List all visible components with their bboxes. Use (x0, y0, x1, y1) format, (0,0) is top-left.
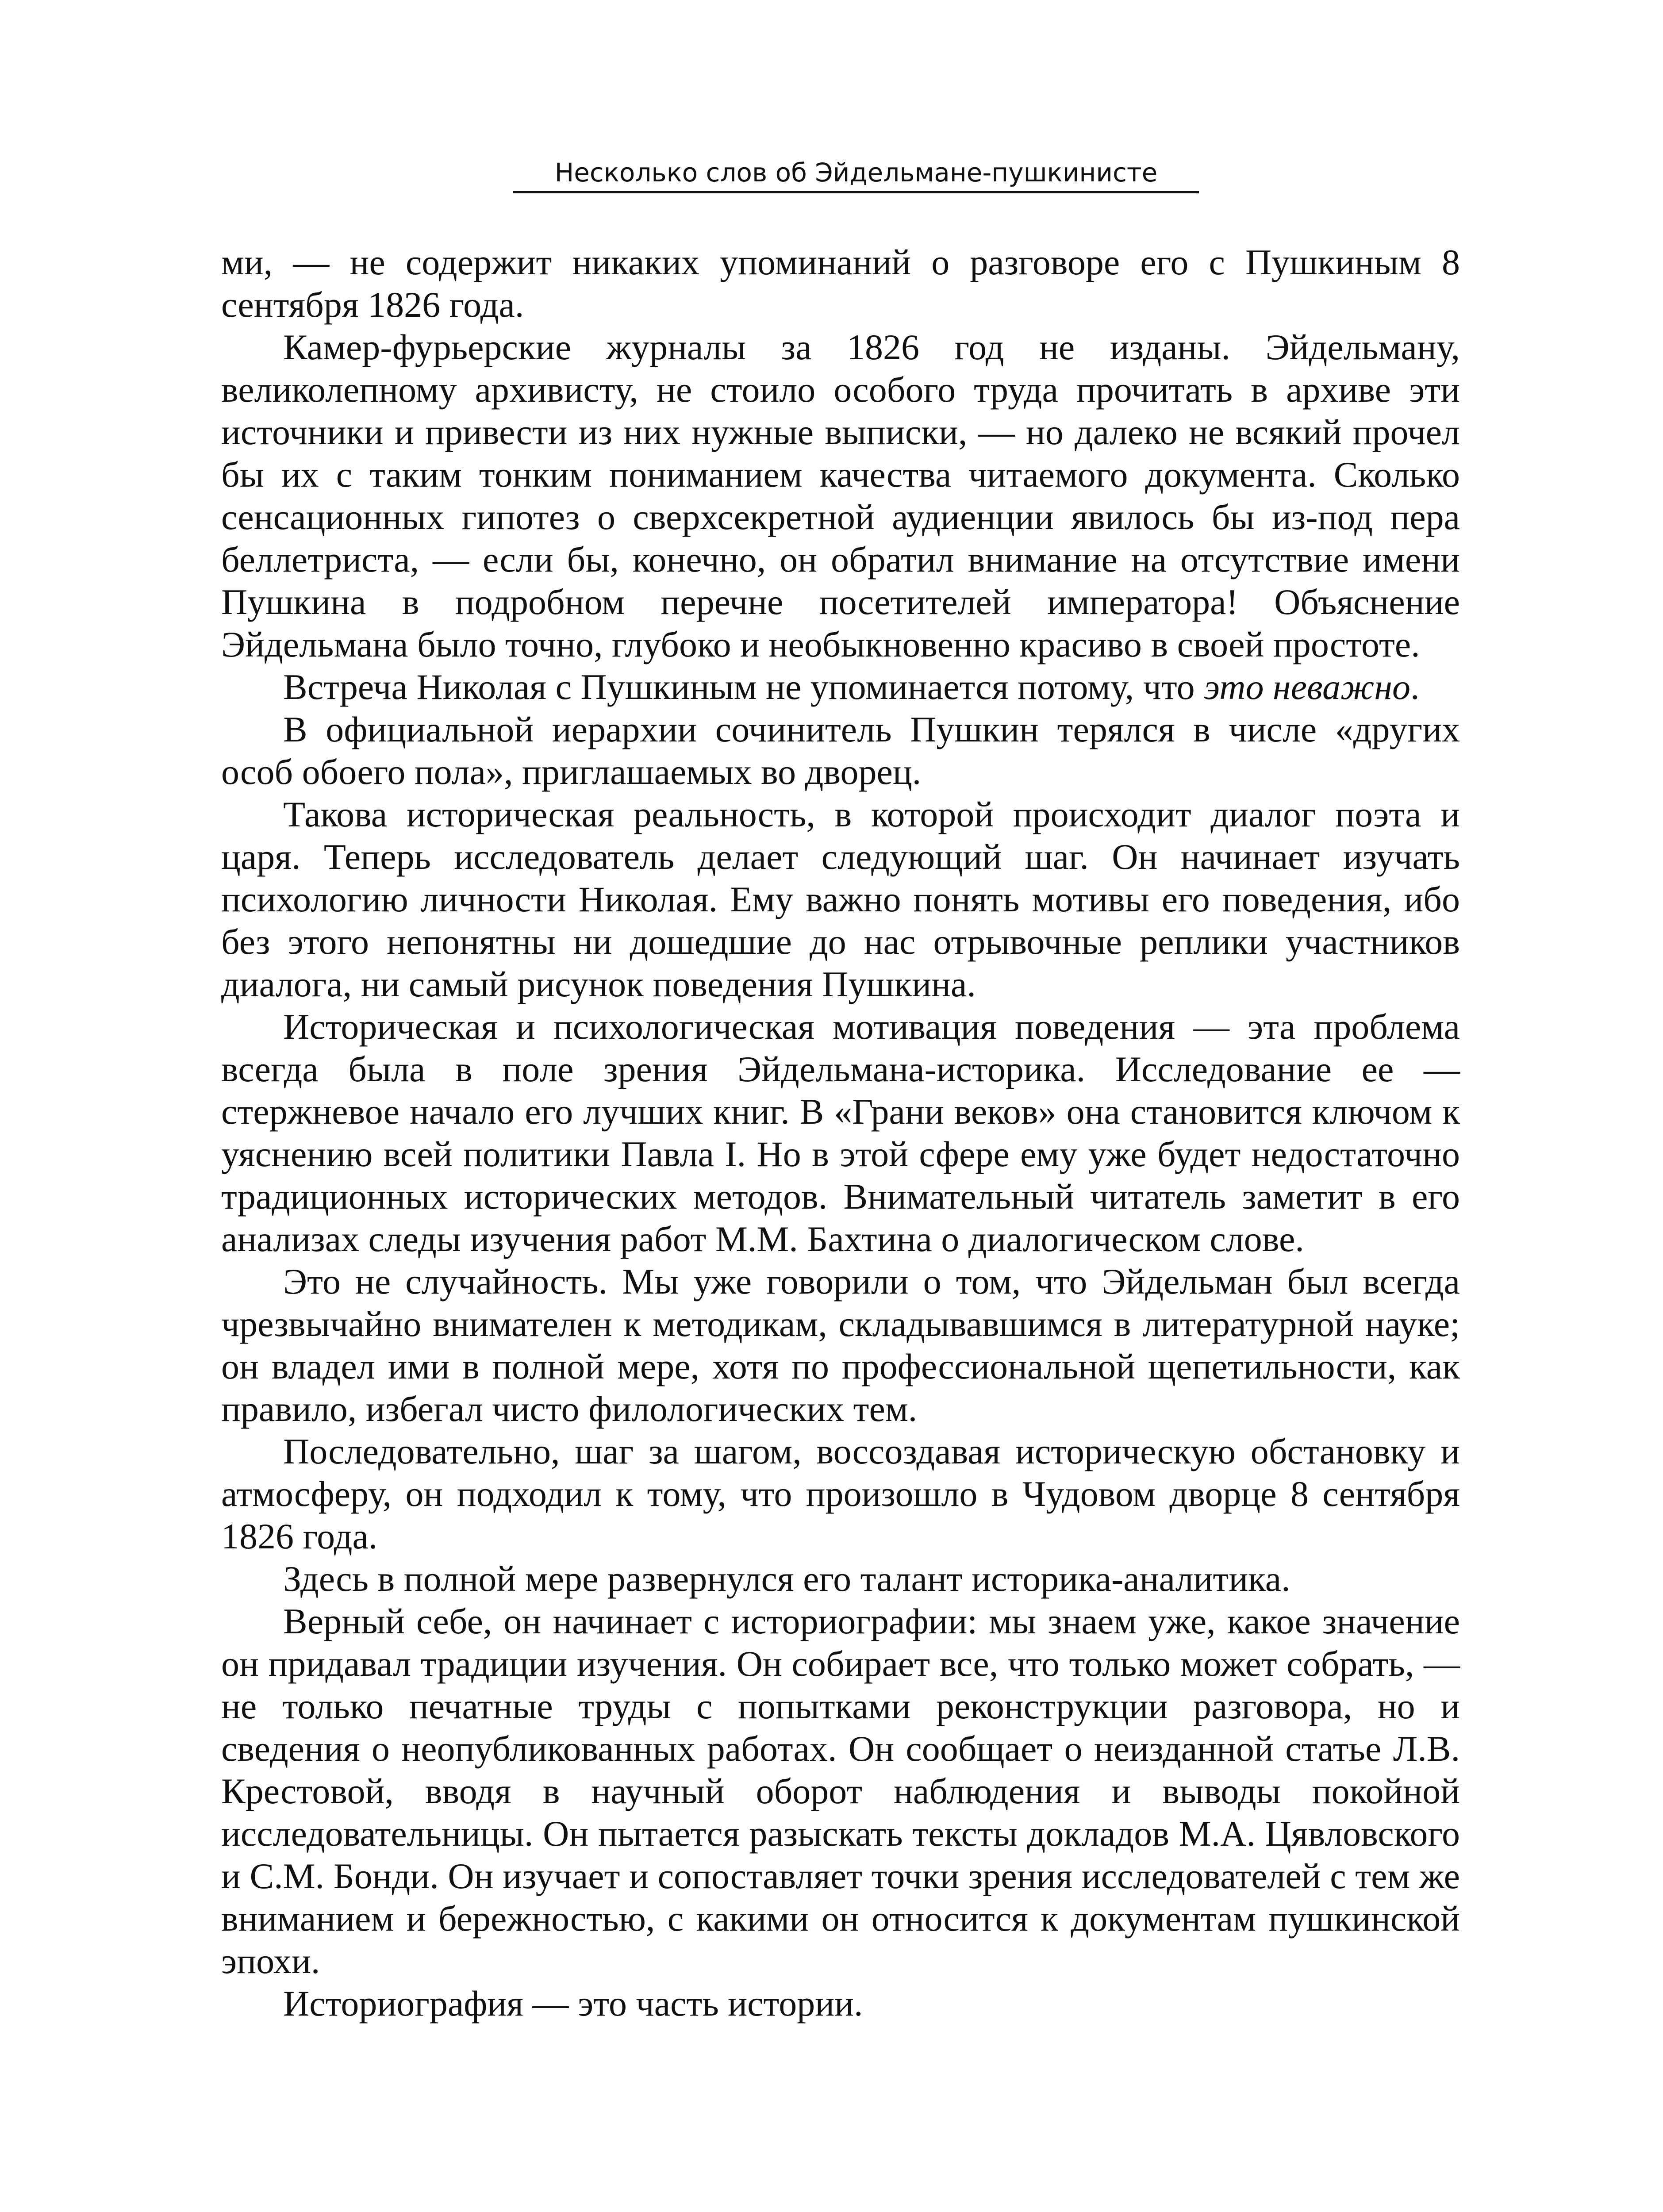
emphasis-text: это неважно (1204, 667, 1411, 707)
paragraph: Верный себе, он начинает с историографии: мы знаем уже, какое значение он придавал традиции изучения. Он собирает все, что только может собрать, — не только печатные труды с попытками реконструкции разговора, но и сведения о неопубликованных работах. Он сообщает о неизданной статье Л.В. Крестовой, вводя в научный оборот наблюдения и выводы покойной исследовательницы. Он пытается разыскать тексты докладов М.А. Цявловского и С.М. Бонди. Он изучает и сопоставляет точки зрения исследователей с тем же вниманием и бережностью, с какими он относится к документам пушкинской эпохи. (221, 1601, 1460, 1981)
paragraph: Камер-фурьерские журналы за 1826 год не изданы. Эйдельману, великолепному архивисту, не стоило особого труда прочитать в архиве эти источники и привести из них нужные выписки, — но далеко не всякий прочел бы их с таким тонким пониманием качества читаемого документа. Сколько сенсационных гипотез о сверхсекретной аудиенции явилось бы из-под пера беллетриста, — если бы, конечно, он обратил внимание на отсутствие имени Пушкина в подробном перечне посетителей императора! Объяснение Эйдельмана было точно, глубоко и необыкновенно красиво в своей простоте. (221, 327, 1460, 664)
paragraph-text: Встреча Николая с Пушкиным не упоминается потому, что (283, 667, 1204, 707)
paragraph-continuation: ми, — не содержит никаких упоминаний о разговоре его с Пушкиным 8 сентября 1826 года. (221, 242, 1460, 325)
paragraph-text-end: . (1410, 667, 1420, 707)
paragraph: Это не случайность. Мы уже говорили о том, что Эйдельман был всегда чрезвычайно внимателен к методикам, складывавшимся в литературной науке; он владел ими в полной мере, хотя по профессиональной щепетильности, как правило, избегал чисто филологических тем. (221, 1261, 1460, 1429)
paragraph (221, 666, 1460, 708)
paragraph: Здесь в полной мере развернулся его талант историка-аналитика. (283, 1559, 1290, 1599)
paragraph: Такова историческая реальность, в которой происходит диалог поэта и царя. Теперь исследователь делает следующий шаг. Он начинает изучать психологию личности Николая. Ему важно понять мотивы его поведения, ибо без этого непонятны ни дошедшие до нас отрывочные реплики участников диалога, ни самый рисунок поведения Пушкина. (221, 794, 1460, 1004)
body-text (221, 241, 1460, 2025)
paragraph: Последовательно, шаг за шагом, воссоздавая историческую обстановку и атмосферу, он подходил к тому, что произошло в Чудовом дворце 8 сентября 1826 года. (221, 1431, 1460, 1556)
paragraph: В официальной иерархии сочинитель Пушкин терялся в числе «других особ обоего пола», приглашаемых во дворец. (221, 709, 1460, 792)
paragraph: Историческая и психологическая мотивация поведения — эта проблема всегда была в поле зрения Эйдельмана-историка. Исследование ее — стержневое начало его лучших книг. В «Грани веков» она становится ключом к уяснению всей политики Павла I. Но в этой сфере ему уже будет недостаточно традиционных исторических методов. Внимательный читатель заметит в его анализах следы изучения работ М.М. Бахтина о диалогическом слове. (221, 1006, 1460, 1259)
running-title: Несколько слов об Эйдельмане-пушкинисте (513, 155, 1199, 193)
paragraph: Историография — это часть истории. (283, 1983, 863, 2024)
